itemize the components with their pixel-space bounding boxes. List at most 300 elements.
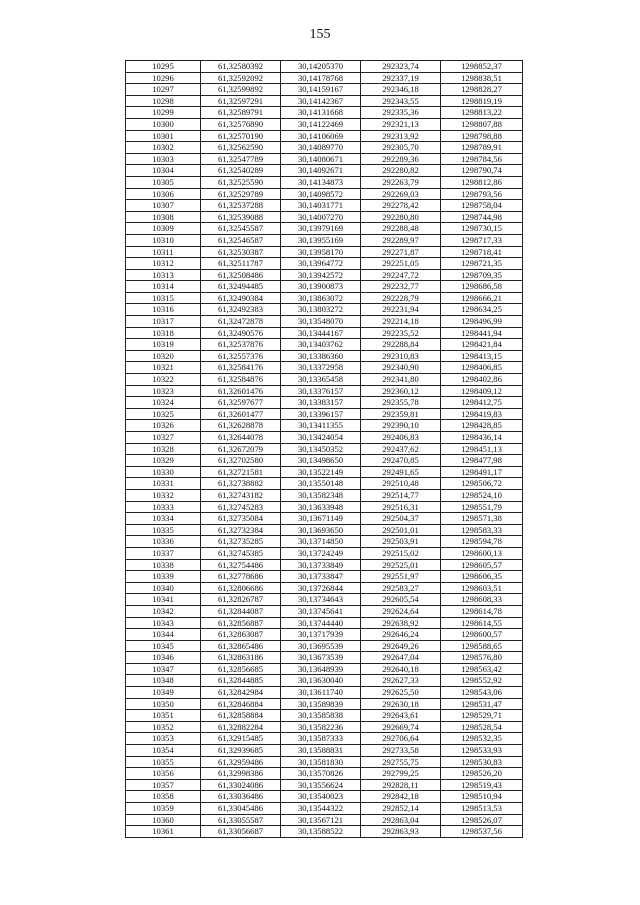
x-coordinate-cell: 292288,84 [361, 339, 441, 351]
longitude-cell: 30,13582348 [281, 489, 361, 501]
longitude-cell: 30,13695539 [281, 640, 361, 652]
y-coordinate-cell: 1298666,21 [441, 292, 523, 304]
longitude-cell: 30,13673539 [281, 652, 361, 664]
latitude-cell: 61,32537288 [201, 200, 281, 212]
longitude-cell: 30,13588522 [281, 826, 361, 838]
x-coordinate-cell: 292640,18 [361, 663, 441, 675]
x-coordinate-cell: 292310,83 [361, 350, 441, 362]
point-number-cell: 10335 [126, 524, 201, 536]
table-row [126, 571, 523, 583]
table-row [126, 385, 523, 397]
point-number-cell: 10317 [126, 316, 201, 328]
latitude-cell: 61,32628878 [201, 420, 281, 432]
x-coordinate-cell: 292510,48 [361, 478, 441, 490]
y-coordinate-cell: 1298402,86 [441, 374, 523, 386]
longitude-cell: 30,13376157 [281, 385, 361, 397]
longitude-cell: 30,13717939 [281, 629, 361, 641]
x-coordinate-cell: 292340,90 [361, 362, 441, 374]
y-coordinate-cell: 1298409,12 [441, 385, 523, 397]
y-coordinate-cell: 1298793,56 [441, 188, 523, 200]
table-row [126, 687, 523, 699]
y-coordinate-cell: 1298798,88 [441, 130, 523, 142]
longitude-cell: 30,13424054 [281, 432, 361, 444]
x-coordinate-cell: 292343,55 [361, 95, 441, 107]
x-coordinate-cell: 292842,18 [361, 791, 441, 803]
point-number-cell: 10333 [126, 501, 201, 513]
latitude-cell: 61,32508486 [201, 269, 281, 281]
point-number-cell: 10332 [126, 489, 201, 501]
point-number-cell: 10340 [126, 582, 201, 594]
longitude-cell: 30,13396157 [281, 408, 361, 420]
longitude-cell: 30,13714850 [281, 536, 361, 548]
table-row [126, 165, 523, 177]
table-row [126, 118, 523, 130]
latitude-cell: 61,32856887 [201, 617, 281, 629]
point-number-cell: 10329 [126, 455, 201, 467]
point-number-cell: 10351 [126, 710, 201, 722]
point-number-cell: 10337 [126, 547, 201, 559]
table-row [126, 640, 523, 652]
y-coordinate-cell: 1298606,35 [441, 571, 523, 583]
point-number-cell: 10311 [126, 246, 201, 258]
table-row [126, 327, 523, 339]
longitude-cell: 30,13693650 [281, 524, 361, 536]
latitude-cell: 61,32721581 [201, 466, 281, 478]
longitude-cell: 30,13955169 [281, 234, 361, 246]
y-coordinate-cell: 1298552,92 [441, 675, 523, 687]
table-row [126, 397, 523, 409]
latitude-cell: 61,32570190 [201, 130, 281, 142]
longitude-cell: 30,14089770 [281, 142, 361, 154]
x-coordinate-cell: 292625,50 [361, 687, 441, 699]
table-row [126, 489, 523, 501]
point-number-cell: 10308 [126, 211, 201, 223]
table-row [126, 246, 523, 258]
y-coordinate-cell: 1298744,98 [441, 211, 523, 223]
point-number-cell: 10350 [126, 698, 201, 710]
latitude-cell: 61,32856685 [201, 663, 281, 675]
longitude-cell: 30,13942572 [281, 269, 361, 281]
coordinates-table-body [126, 61, 523, 838]
longitude-cell: 30,13863072 [281, 292, 361, 304]
latitude-cell: 61,32732384 [201, 524, 281, 536]
latitude-cell: 61,32743182 [201, 489, 281, 501]
latitude-cell: 61,32844885 [201, 675, 281, 687]
longitude-cell: 30,13411355 [281, 420, 361, 432]
latitude-cell: 61,32597291 [201, 95, 281, 107]
y-coordinate-cell: 1298571,38 [441, 513, 523, 525]
y-coordinate-cell: 1298717,33 [441, 234, 523, 246]
longitude-cell: 30,13383157 [281, 397, 361, 409]
y-coordinate-cell: 1298537,56 [441, 826, 523, 838]
x-coordinate-cell: 292390,10 [361, 420, 441, 432]
point-number-cell: 10344 [126, 629, 201, 641]
point-number-cell: 10321 [126, 362, 201, 374]
y-coordinate-cell: 1298412,75 [441, 397, 523, 409]
latitude-cell: 61,33055587 [201, 814, 281, 826]
latitude-cell: 61,32546587 [201, 234, 281, 246]
point-number-cell: 10316 [126, 304, 201, 316]
table-row [126, 524, 523, 536]
longitude-cell: 30,14131668 [281, 107, 361, 119]
table-row [126, 61, 523, 73]
point-number-cell: 10334 [126, 513, 201, 525]
x-coordinate-cell: 292232,77 [361, 281, 441, 293]
table-row [126, 142, 523, 154]
table-row [126, 130, 523, 142]
table-row [126, 698, 523, 710]
longitude-cell: 30,13522149 [281, 466, 361, 478]
table-row [126, 791, 523, 803]
point-number-cell: 10300 [126, 118, 201, 130]
x-coordinate-cell: 292289,97 [361, 234, 441, 246]
table-row [126, 176, 523, 188]
x-coordinate-cell: 292337,19 [361, 72, 441, 84]
x-coordinate-cell: 292288,48 [361, 223, 441, 235]
latitude-cell: 61,32939685 [201, 745, 281, 757]
x-coordinate-cell: 292627,33 [361, 675, 441, 687]
longitude-cell: 30,13724249 [281, 547, 361, 559]
longitude-cell: 30,14092671 [281, 165, 361, 177]
x-coordinate-cell: 292359,81 [361, 408, 441, 420]
table-row [126, 107, 523, 119]
longitude-cell: 30,14134873 [281, 176, 361, 188]
x-coordinate-cell: 292235,52 [361, 327, 441, 339]
longitude-cell: 30,13744440 [281, 617, 361, 629]
point-number-cell: 10360 [126, 814, 201, 826]
point-number-cell: 10345 [126, 640, 201, 652]
longitude-cell: 30,13726844 [281, 582, 361, 594]
table-row [126, 350, 523, 362]
latitude-cell: 61,32998386 [201, 768, 281, 780]
y-coordinate-cell: 1298603,51 [441, 582, 523, 594]
latitude-cell: 61,33024086 [201, 779, 281, 791]
latitude-cell: 61,32576890 [201, 118, 281, 130]
x-coordinate-cell: 292355,78 [361, 397, 441, 409]
longitude-cell: 30,14122469 [281, 118, 361, 130]
table-row [126, 362, 523, 374]
latitude-cell: 61,32492383 [201, 304, 281, 316]
x-coordinate-cell: 292501,01 [361, 524, 441, 536]
latitude-cell: 61,32601477 [201, 408, 281, 420]
x-coordinate-cell: 292305,70 [361, 142, 441, 154]
x-coordinate-cell: 292313,92 [361, 130, 441, 142]
longitude-cell: 30,13633948 [281, 501, 361, 513]
y-coordinate-cell: 1298614,55 [441, 617, 523, 629]
longitude-cell: 30,14080671 [281, 153, 361, 165]
y-coordinate-cell: 1298730,15 [441, 223, 523, 235]
y-coordinate-cell: 1298828,27 [441, 84, 523, 96]
x-coordinate-cell: 292643,61 [361, 710, 441, 722]
table-row [126, 420, 523, 432]
longitude-cell: 30,13587333 [281, 733, 361, 745]
y-coordinate-cell: 1298721,35 [441, 258, 523, 270]
longitude-cell: 30,13540023 [281, 791, 361, 803]
x-coordinate-cell: 292335,36 [361, 107, 441, 119]
y-coordinate-cell: 1298441,94 [441, 327, 523, 339]
table-row [126, 234, 523, 246]
page-number: 155 [309, 27, 331, 42]
longitude-cell: 30,13611740 [281, 687, 361, 699]
longitude-cell: 30,13958170 [281, 246, 361, 258]
table-row [126, 443, 523, 455]
table-row [126, 153, 523, 165]
latitude-cell: 61,32557376 [201, 350, 281, 362]
latitude-cell: 61,32735285 [201, 536, 281, 548]
point-number-cell: 10353 [126, 733, 201, 745]
y-coordinate-cell: 1298588,65 [441, 640, 523, 652]
point-number-cell: 10320 [126, 350, 201, 362]
latitude-cell: 61,32540289 [201, 165, 281, 177]
longitude-cell: 30,13544322 [281, 803, 361, 815]
table-row [126, 721, 523, 733]
x-coordinate-cell: 292346,18 [361, 84, 441, 96]
table-row [126, 594, 523, 606]
point-number-cell: 10343 [126, 617, 201, 629]
latitude-cell: 61,32865486 [201, 640, 281, 652]
y-coordinate-cell: 1298709,35 [441, 269, 523, 281]
x-coordinate-cell: 292525,01 [361, 559, 441, 571]
longitude-cell: 30,13403762 [281, 339, 361, 351]
x-coordinate-cell: 292214,18 [361, 316, 441, 328]
latitude-cell: 61,32644078 [201, 432, 281, 444]
table-row [126, 200, 523, 212]
table-row [126, 408, 523, 420]
latitude-cell: 61,32472878 [201, 316, 281, 328]
longitude-cell: 30,13734643 [281, 594, 361, 606]
latitude-cell: 61,32545587 [201, 223, 281, 235]
y-coordinate-cell: 1298532,35 [441, 733, 523, 745]
latitude-cell: 61,32539088 [201, 211, 281, 223]
table-row [126, 629, 523, 641]
y-coordinate-cell: 1298807,88 [441, 118, 523, 130]
latitude-cell: 61,32826787 [201, 594, 281, 606]
x-coordinate-cell: 292852,14 [361, 803, 441, 815]
longitude-cell: 30,13630040 [281, 675, 361, 687]
y-coordinate-cell: 1298551,79 [441, 501, 523, 513]
latitude-cell: 61,32959486 [201, 756, 281, 768]
x-coordinate-cell: 292706,64 [361, 733, 441, 745]
latitude-cell: 61,32525590 [201, 176, 281, 188]
point-number-cell: 10349 [126, 687, 201, 699]
x-coordinate-cell: 292503,91 [361, 536, 441, 548]
point-number-cell: 10328 [126, 443, 201, 455]
longitude-cell: 30,13556624 [281, 779, 361, 791]
latitude-cell: 61,32511787 [201, 258, 281, 270]
longitude-cell: 30,13803272 [281, 304, 361, 316]
table-row [126, 339, 523, 351]
x-coordinate-cell: 292755,75 [361, 756, 441, 768]
latitude-cell: 61,32778686 [201, 571, 281, 583]
y-coordinate-cell: 1298608,33 [441, 594, 523, 606]
table-row [126, 292, 523, 304]
point-number-cell: 10346 [126, 652, 201, 664]
latitude-cell: 61,32599892 [201, 84, 281, 96]
latitude-cell: 61,32738882 [201, 478, 281, 490]
point-number-cell: 10348 [126, 675, 201, 687]
latitude-cell: 61,32601476 [201, 385, 281, 397]
x-coordinate-cell: 292605,54 [361, 594, 441, 606]
longitude-cell: 30,14178768 [281, 72, 361, 84]
point-number-cell: 10295 [126, 61, 201, 73]
point-number-cell: 10309 [126, 223, 201, 235]
point-number-cell: 10359 [126, 803, 201, 815]
table-row [126, 281, 523, 293]
point-number-cell: 10315 [126, 292, 201, 304]
table-row [126, 733, 523, 745]
longitude-cell: 30,13365458 [281, 374, 361, 386]
latitude-cell: 61,32597677 [201, 397, 281, 409]
longitude-cell: 30,13550148 [281, 478, 361, 490]
longitude-cell: 30,14007270 [281, 211, 361, 223]
y-coordinate-cell: 1298529,71 [441, 710, 523, 722]
longitude-cell: 30,13671149 [281, 513, 361, 525]
y-coordinate-cell: 1298718,41 [441, 246, 523, 258]
table-row [126, 432, 523, 444]
table-row [126, 675, 523, 687]
y-coordinate-cell: 1298451,13 [441, 443, 523, 455]
y-coordinate-cell: 1298634,25 [441, 304, 523, 316]
longitude-cell: 30,14142367 [281, 95, 361, 107]
x-coordinate-cell: 292263,79 [361, 176, 441, 188]
y-coordinate-cell: 1298528,54 [441, 721, 523, 733]
longitude-cell: 30,13588831 [281, 745, 361, 757]
y-coordinate-cell: 1298531,47 [441, 698, 523, 710]
table-row [126, 316, 523, 328]
x-coordinate-cell: 292646,24 [361, 629, 441, 641]
table-row [126, 745, 523, 757]
point-number-cell: 10358 [126, 791, 201, 803]
y-coordinate-cell: 1298496,99 [441, 316, 523, 328]
latitude-cell: 61,32580392 [201, 61, 281, 73]
y-coordinate-cell: 1298530,83 [441, 756, 523, 768]
point-number-cell: 10310 [126, 234, 201, 246]
point-number-cell: 10319 [126, 339, 201, 351]
table-row [126, 663, 523, 675]
y-coordinate-cell: 1298524,10 [441, 489, 523, 501]
point-number-cell: 10303 [126, 153, 201, 165]
y-coordinate-cell: 1298428,85 [441, 420, 523, 432]
y-coordinate-cell: 1298436,14 [441, 432, 523, 444]
point-number-cell: 10341 [126, 594, 201, 606]
x-coordinate-cell: 292504,37 [361, 513, 441, 525]
latitude-cell: 61,32589791 [201, 107, 281, 119]
longitude-cell: 30,13386360 [281, 350, 361, 362]
x-coordinate-cell: 292624,64 [361, 605, 441, 617]
point-number-cell: 10297 [126, 84, 201, 96]
longitude-cell: 30,14106069 [281, 130, 361, 142]
point-number-cell: 10322 [126, 374, 201, 386]
x-coordinate-cell: 292269,03 [361, 188, 441, 200]
y-coordinate-cell: 1298784,56 [441, 153, 523, 165]
y-coordinate-cell: 1298421,84 [441, 339, 523, 351]
x-coordinate-cell: 292647,04 [361, 652, 441, 664]
x-coordinate-cell: 292514,77 [361, 489, 441, 501]
longitude-cell: 30,13372958 [281, 362, 361, 374]
x-coordinate-cell: 292341,80 [361, 374, 441, 386]
y-coordinate-cell: 1298600,13 [441, 547, 523, 559]
longitude-cell: 30,14159167 [281, 84, 361, 96]
y-coordinate-cell: 1298526,20 [441, 768, 523, 780]
longitude-cell: 30,13581830 [281, 756, 361, 768]
table-row [126, 211, 523, 223]
table-row [126, 559, 523, 571]
latitude-cell: 61,32530387 [201, 246, 281, 258]
x-coordinate-cell: 292321,13 [361, 118, 441, 130]
table-row [126, 501, 523, 513]
latitude-cell: 61,32863186 [201, 652, 281, 664]
y-coordinate-cell: 1298576,80 [441, 652, 523, 664]
latitude-cell: 61,32490576 [201, 327, 281, 339]
latitude-cell: 61,33045486 [201, 803, 281, 815]
point-number-cell: 10313 [126, 269, 201, 281]
coordinates-table [125, 60, 523, 838]
latitude-cell: 61,32806686 [201, 582, 281, 594]
x-coordinate-cell: 292649,26 [361, 640, 441, 652]
table-row [126, 455, 523, 467]
table-row [126, 72, 523, 84]
longitude-cell: 30,13900873 [281, 281, 361, 293]
y-coordinate-cell: 1298513,53 [441, 803, 523, 815]
longitude-cell: 30,13745641 [281, 605, 361, 617]
point-number-cell: 10336 [126, 536, 201, 548]
point-number-cell: 10327 [126, 432, 201, 444]
table-row [126, 304, 523, 316]
x-coordinate-cell: 292360,12 [361, 385, 441, 397]
latitude-cell: 61,32844087 [201, 605, 281, 617]
longitude-cell: 30,13498650 [281, 455, 361, 467]
y-coordinate-cell: 1298406,85 [441, 362, 523, 374]
latitude-cell: 61,32863087 [201, 629, 281, 641]
table-row [126, 710, 523, 722]
x-coordinate-cell: 292515,02 [361, 547, 441, 559]
latitude-cell: 61,32494485 [201, 281, 281, 293]
table-row [126, 466, 523, 478]
table-row [126, 547, 523, 559]
point-number-cell: 10325 [126, 408, 201, 420]
table-row [126, 188, 523, 200]
y-coordinate-cell: 1298813,22 [441, 107, 523, 119]
y-coordinate-cell: 1298543,06 [441, 687, 523, 699]
y-coordinate-cell: 1298519,43 [441, 779, 523, 791]
table-row [126, 756, 523, 768]
x-coordinate-cell: 292323,74 [361, 61, 441, 73]
latitude-cell: 61,32490384 [201, 292, 281, 304]
latitude-cell: 61,33056687 [201, 826, 281, 838]
x-coordinate-cell: 292630,18 [361, 698, 441, 710]
point-number-cell: 10354 [126, 745, 201, 757]
longitude-cell: 30,13444167 [281, 327, 361, 339]
point-number-cell: 10339 [126, 571, 201, 583]
point-number-cell: 10342 [126, 605, 201, 617]
point-number-cell: 10361 [126, 826, 201, 838]
point-number-cell: 10338 [126, 559, 201, 571]
latitude-cell: 61,32537876 [201, 339, 281, 351]
y-coordinate-cell: 1298491,17 [441, 466, 523, 478]
latitude-cell: 61,32562590 [201, 142, 281, 154]
longitude-cell: 30,13548070 [281, 316, 361, 328]
x-coordinate-cell: 292437,62 [361, 443, 441, 455]
table-row [126, 826, 523, 838]
x-coordinate-cell: 292491,65 [361, 466, 441, 478]
latitude-cell: 61,32672079 [201, 443, 281, 455]
x-coordinate-cell: 292470,85 [361, 455, 441, 467]
point-number-cell: 10298 [126, 95, 201, 107]
table-row [126, 513, 523, 525]
point-number-cell: 10312 [126, 258, 201, 270]
table-row [126, 95, 523, 107]
table-row [126, 605, 523, 617]
